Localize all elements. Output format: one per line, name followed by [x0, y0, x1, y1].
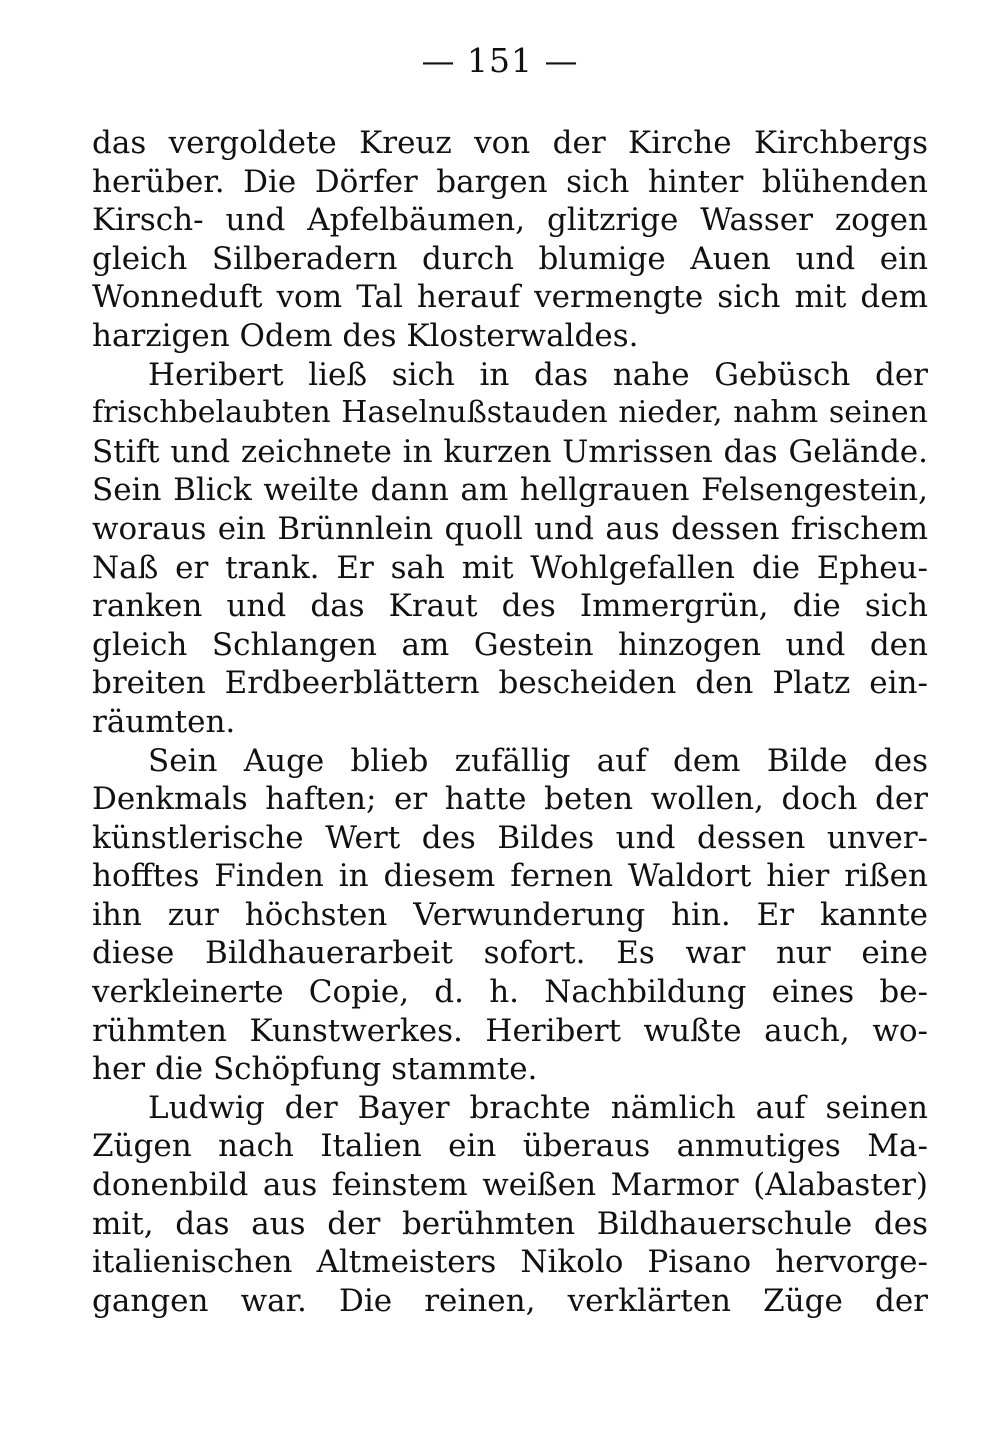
text-line: gangen war. Die reinen, verklärten Züge der — [92, 1282, 928, 1319]
text-line: Sein Auge blieb zufällig auf dem Bilde des — [148, 742, 928, 779]
text-line: woraus ein Brünnlein quoll und aus dessen frischem — [92, 510, 928, 547]
text-line: das vergoldete Kreuz von der Kirche Kirchbergs — [92, 125, 928, 161]
text-line: Zügen nach Italien ein überaus anmutiges Ma- — [92, 1128, 928, 1165]
text-line: mit, das aus der berühmten Bildhauerschule des — [92, 1205, 928, 1242]
text-line: her die Schöpfung stammte. — [92, 1051, 538, 1088]
text-line: Ludwig der Bayer brachte nämlich auf seinen — [148, 1089, 928, 1126]
text-line: frischbelaubten Haselnußstauden nieder, nahm seinen — [92, 395, 928, 431]
text-line: donenbild aus feinstem weißen Marmor (Alabaster) — [92, 1167, 928, 1204]
text-line: Stift und zeichnete in kurzen Umrissen das Gelände. — [92, 433, 928, 470]
text-line: Kirsch- und Apfelbäumen, glitzrige Wasser zogen — [92, 202, 928, 239]
text-line: künstlerische Wert des Bildes und dessen unver- — [92, 819, 928, 856]
text-line: Denkmals haften; er hatte beten wollen, doch der — [92, 781, 928, 818]
text-line: Wonneduft vom Tal herauf vermengte sich mit dem — [92, 279, 928, 316]
text-line: harzigen Odem des Klosterwaldes. — [92, 317, 639, 354]
text-line: Heribert ließ sich in das nahe Gebüsch der — [148, 356, 928, 393]
text-line: ihn zur höchsten Verwunderung hin. Er kannte — [92, 896, 928, 933]
text-line: rühmten Kunstwerkes. Heribert wußte auch, wo- — [92, 1012, 928, 1049]
text-line: hofftes Finden in diesem fernen Waldort hier rißen — [92, 858, 928, 895]
text-line: ranken und das Kraut des Immergrün, die sich — [92, 588, 928, 625]
text-line: italienischen Altmeisters Nikolo Pisano hervorge- — [92, 1244, 928, 1281]
body-text — [92, 124, 928, 1320]
text-line: breiten Erdbeerblättern bescheiden den Platz ein- — [92, 665, 928, 702]
text-line: verkleinerte Copie, d. h. Nachbildung eines be- — [92, 974, 928, 1011]
text-line: Naß er trank. Er sah mit Wohlgefallen die Epheu- — [92, 549, 928, 586]
text-line: herüber. Die Dörfer bargen sich hinter blühenden — [92, 163, 928, 200]
text-line: räumten. — [92, 703, 236, 740]
text-line: gleich Schlangen am Gestein hinzogen und den — [92, 626, 928, 663]
text-line: gleich Silberadern durch blumige Auen und ein — [92, 240, 928, 277]
text-line: Sein Blick weilte dann am hellgrauen Felsengestein, — [92, 472, 928, 509]
page-number: — 151 — — [421, 41, 579, 80]
text-line: diese Bildhauerarbeit sofort. Es war nur eine — [92, 935, 928, 972]
